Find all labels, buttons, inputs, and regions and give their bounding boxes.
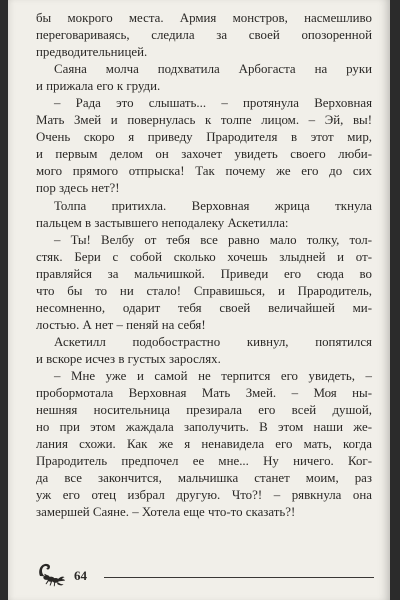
text-line: да все закончится, мальчишка станет моим, раз xyxy=(36,471,372,486)
text-line: правляйся за мальчишкой. Приведи его сюда во xyxy=(36,266,372,281)
text-line: пальцем в застывшего неподалеку Аскетилла: xyxy=(36,215,289,230)
text-line: и прижала его к груди. xyxy=(36,79,161,94)
text-line: лания схожи. Как же я ненавидела его мать, когда xyxy=(36,437,372,452)
text-line: несомненно, одарит тебя своей величайшей ми- xyxy=(36,300,372,315)
text-line: – Мне уже и самой не терпится его увидеть, – xyxy=(54,368,372,383)
text-line: замершей Саяне. – Хотела еще что-то сказать?! xyxy=(36,505,296,520)
scorpion-icon xyxy=(36,562,66,588)
text-line: бы мокрого места. Армия монстров, насмешливо xyxy=(36,11,372,25)
text-line: что бы то ни стало! Справишься, и Прародитель, xyxy=(36,283,372,298)
page-footer xyxy=(34,564,374,586)
text-line: предводительницей. xyxy=(36,45,148,60)
page-text xyxy=(36,10,372,521)
text-line: пор здесь нет?! xyxy=(36,181,120,196)
text-line: нешняя носительница презирала его всей душой, xyxy=(36,403,372,418)
book-page xyxy=(8,0,390,600)
text-line: Саяна молча подхватила Арбогаста на руки xyxy=(54,62,372,77)
text-line: и вскоре исчез в густых зарослях. xyxy=(36,351,221,366)
text-line: Аскетилл подобострастно кивнул, попятился xyxy=(54,334,372,349)
text-line: но при этом жаждала заполучить. В этом наши же- xyxy=(36,420,372,435)
text-line: мого прямого отпрыска! Так почему же его до сих xyxy=(36,164,372,179)
text-line: – Ты! Велбу от тебя все равно мало толку, тол- xyxy=(54,232,372,247)
text-line: и первым делом он захочет увидеть своего люби- xyxy=(36,147,372,162)
text-line: переговариваясь, следила за своей опозоренной xyxy=(36,28,372,43)
page-number: 64 xyxy=(74,568,87,583)
text-line: уж его отец избрал другую. Что?! – рявкнула она xyxy=(36,488,372,503)
text-line: пробормотала Верховная Мать Змей. – Моя ны- xyxy=(36,386,372,401)
text-line: – Рада это слышать... – протянула Верховная xyxy=(54,96,372,111)
text-line: Толпа притихла. Верховная жрица ткнула xyxy=(54,198,372,213)
text-line: стяк. Бери с собой сколько хочешь злыдней и от- xyxy=(36,249,372,264)
text-line: Мать Змей и повернулась к толпе лицом. – Эй, вы! xyxy=(36,113,372,128)
text-line: Прародитель предпочел ее мне... Ну ничего. Ког- xyxy=(36,454,372,469)
text-line: Очень скоро я приведу Прародителя в этот мир, xyxy=(36,130,372,145)
footer-divider xyxy=(104,577,374,578)
text-line: лостью. А нет – пеняй на себя! xyxy=(36,317,206,332)
